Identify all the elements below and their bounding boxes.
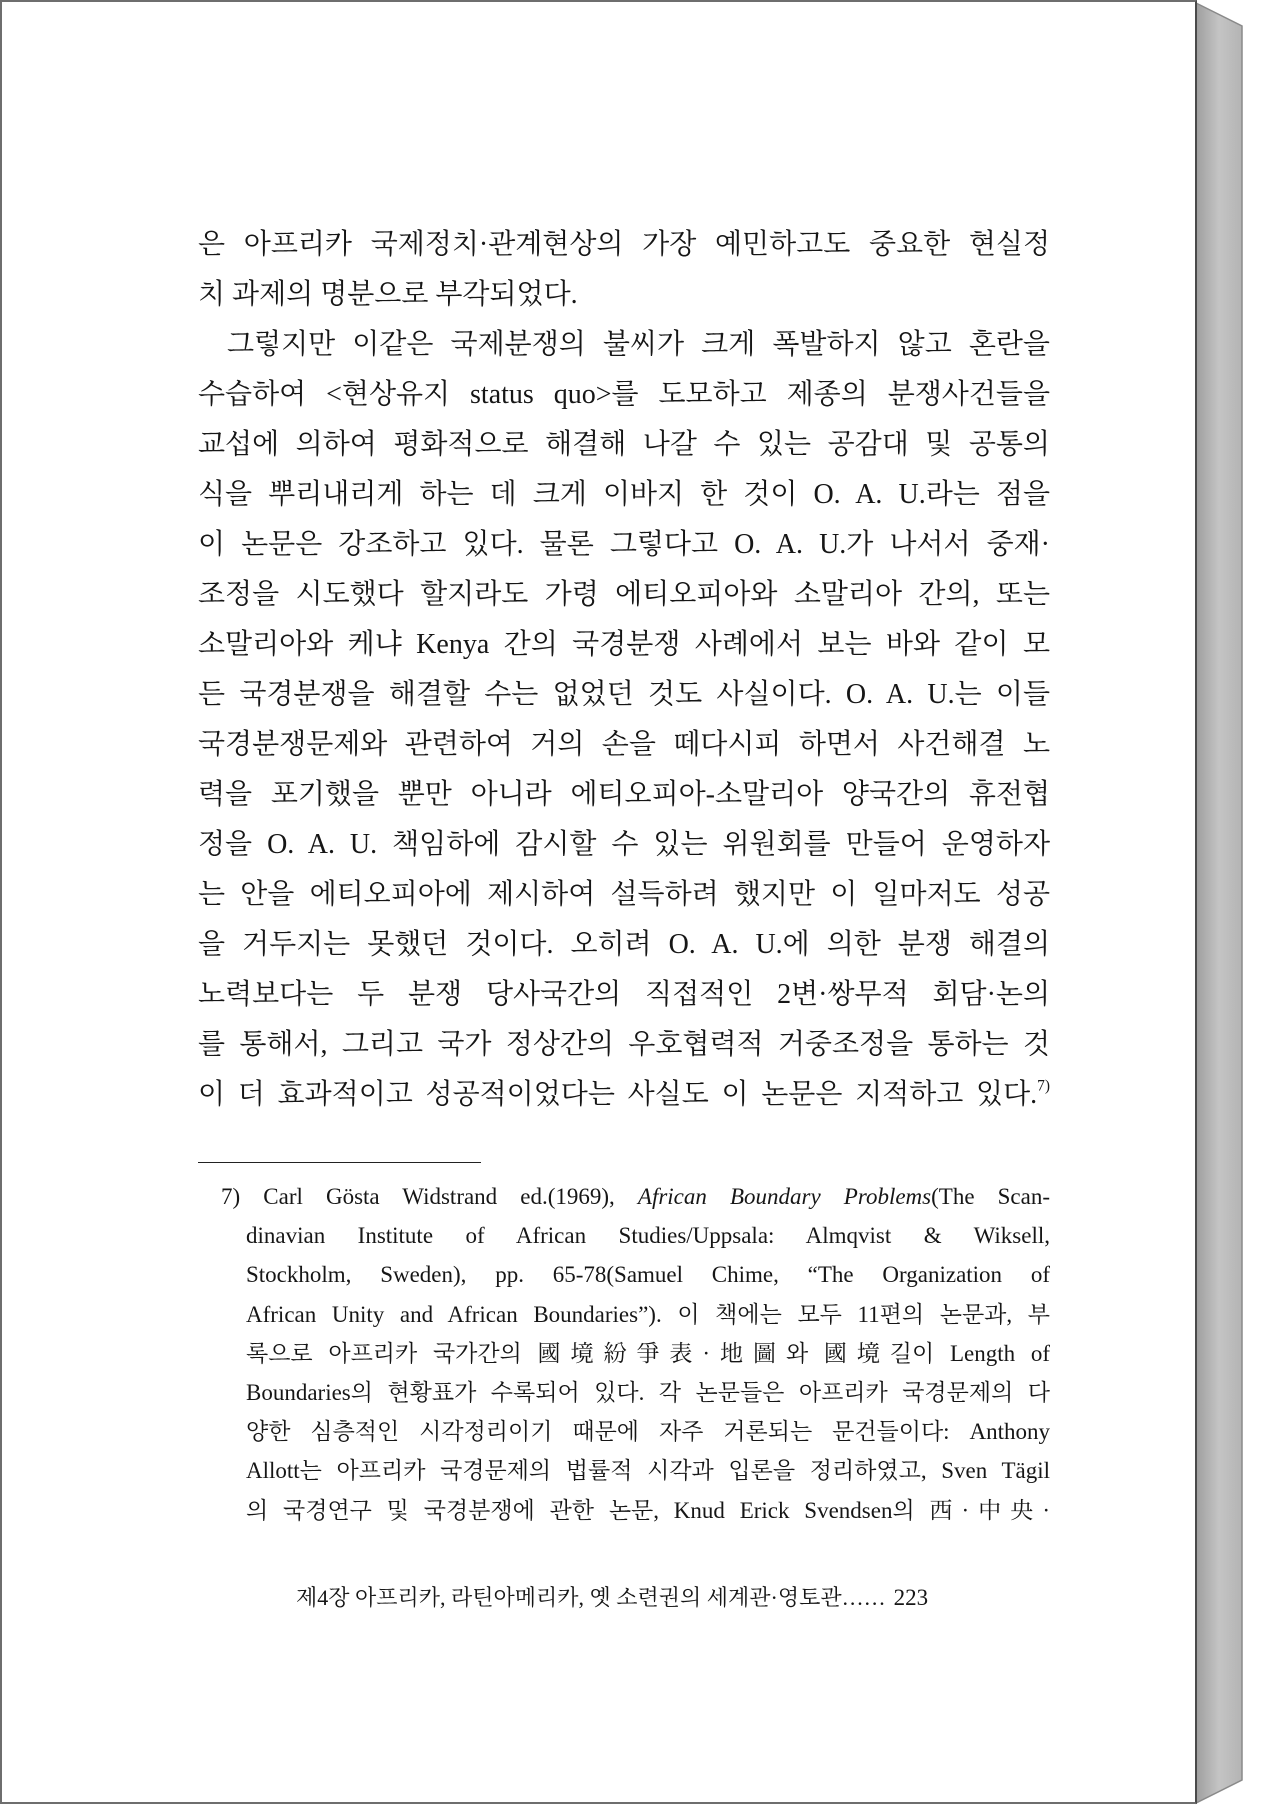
- body-line-text: 이 더 효과적이고 성공적이었다는 사실도 이 논문은 지적하고 있다.: [198, 1079, 1038, 1110]
- footnote: [221, 1177, 1050, 1530]
- footnote-line: 록으로 아프리카 국가간의 國境紛爭表·地圖와 國境길이 Length of: [246, 1340, 1050, 1366]
- footnote-line: African Unity and African Boundaries”). 이 책에는 모두 11편의 논문과, 부: [246, 1301, 1050, 1327]
- body-line: 식을 뿌리내리게 하는 데 크게 이바지 한 것이 O. A. U.라는 점을: [198, 479, 1050, 510]
- footnote-line: [221, 1177, 1050, 1216]
- footnote-line: Boundaries의 현황표가 수록되어 있다. 각 논문들은 아프리카 국경문제의 다: [246, 1379, 1050, 1405]
- footnote-rule: [198, 1162, 481, 1163]
- footnote-citation-text: (The Scan-: [931, 1184, 1050, 1209]
- body-line: 는 안을 에티오피아에 제시하여 설득하려 했지만 이 일마저도 성공: [198, 879, 1050, 910]
- body-line: 그렇지만 이같은 국제분쟁의 불씨가 크게 폭발하지 않고 혼란을: [227, 329, 1050, 360]
- book-title-italic: African Boundary Problems: [637, 1184, 932, 1209]
- body-line: 국경분쟁문제와 관련하여 거의 손을 떼다시피 하면서 사건해결 노: [198, 729, 1050, 760]
- footnote-line: 양한 심층적인 시각정리이기 때문에 자주 거론되는 문건들이다: Anthony: [246, 1419, 1050, 1445]
- footnote-line: 의 국경연구 및 국경분쟁에 관한 논문, Knud Erick Svendsen의 西·中央·: [246, 1497, 1050, 1523]
- body-line: 수습하여 <현상유지 status quo>를 도모하고 제종의 분쟁사건들을: [198, 379, 1050, 410]
- body-line: 조정을 시도했다 할지라도 가령 에티오피아와 소말리아 간의, 또는: [198, 579, 1050, 610]
- body-line: 정을 O. A. U. 책임하에 감시할 수 있는 위원회를 만들어 운영하자: [198, 829, 1050, 860]
- body-text: [198, 220, 1050, 1120]
- footnote-line: dinavian Institute of African Studies/Uppsala: Almqvist & Wiksell,: [246, 1223, 1050, 1249]
- body-line: [198, 1070, 1050, 1120]
- paragraph: [198, 220, 1050, 320]
- running-footer: [296, 1578, 1022, 1618]
- body-line: 치 과제의 명분으로 부각되었다.: [198, 279, 578, 310]
- body-line: 이 논문은 강조하고 있다. 물론 그렇다고 O. A. U.가 나서서 중재·: [198, 529, 1050, 560]
- body-line: 교섭에 의하여 평화적으로 해결해 나갈 수 있는 공감대 및 공통의: [198, 429, 1050, 460]
- footnote-line: Stockholm, Sweden), pp. 65-78(Samuel Chime, “The Organization of: [246, 1262, 1050, 1288]
- footnote-reference: 7): [1037, 1077, 1050, 1095]
- body-line: 노력보다는 두 분쟁 당사국간의 직접적인 2변·쌍무적 회담·논의: [198, 979, 1050, 1010]
- footnote-marker: 7): [221, 1184, 241, 1209]
- body-line: 를 통해서, 그리고 국가 정상간의 우호협력적 거중조정을 통하는 것: [198, 1029, 1050, 1060]
- page-number: 223: [893, 1585, 929, 1610]
- paragraph: [198, 320, 1050, 1120]
- body-line: 을 거두지는 못했던 것이다. 오히려 O. A. U.에 의한 분쟁 해결의: [198, 929, 1050, 960]
- running-head: 제4장 아프리카, 라틴아메리카, 옛 소련권의 세계관·영토관……: [296, 1585, 886, 1610]
- body-line: 소말리아와 케냐 Kenya 간의 국경분쟁 사례에서 보는 바와 같이 모: [198, 629, 1050, 660]
- body-line: 은 아프리카 국제정치·관계현상의 가장 예민하고도 중요한 현실정: [198, 229, 1050, 260]
- body-line: 력을 포기했을 뿐만 아니라 에티오피아-소말리아 양국간의 휴전협: [198, 779, 1050, 810]
- footnote-citation-text: Carl Gösta Widstrand ed.(1969),: [263, 1184, 638, 1209]
- body-line: 든 국경분쟁을 해결할 수는 없었던 것도 사실이다. O. A. U.는 이들: [198, 679, 1050, 710]
- footnote-line: Allott는 아프리카 국경문제의 법률적 시각과 입론을 정리하였고, Sven Tägil: [246, 1458, 1050, 1484]
